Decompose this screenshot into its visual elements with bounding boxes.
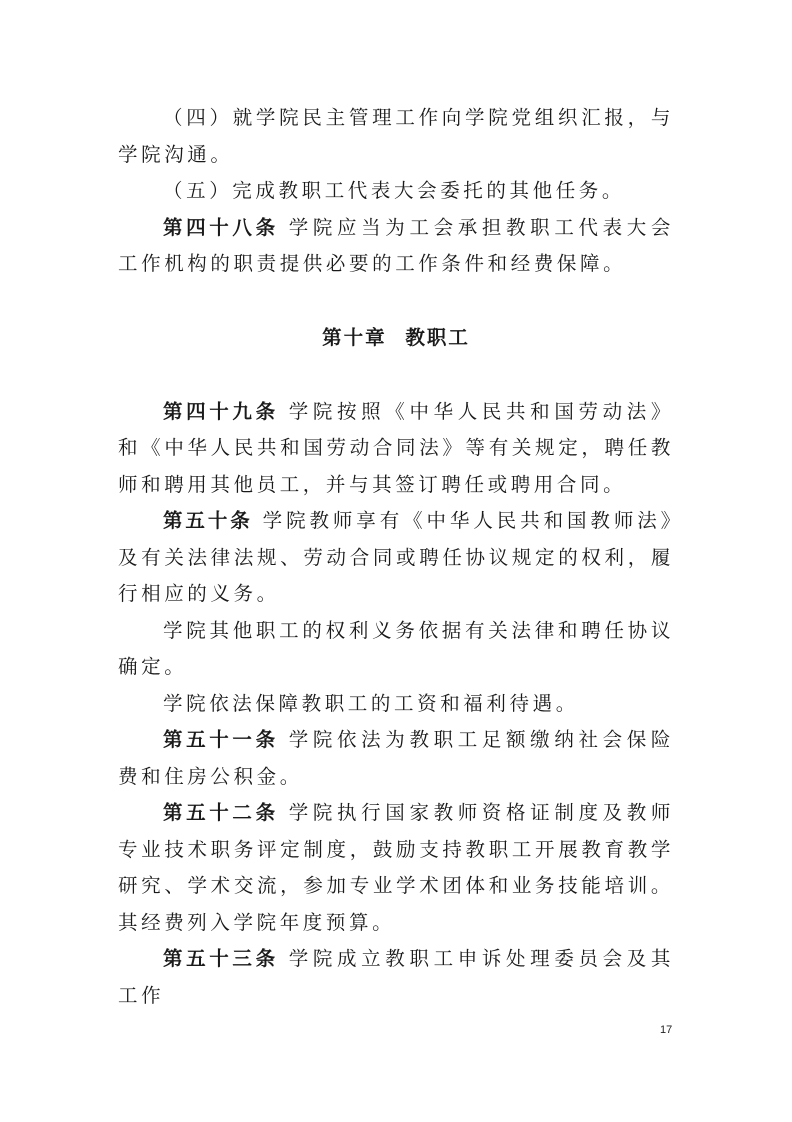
paragraph-text: 学院成立教职工申诉处理委员会及其工作 — [118, 947, 674, 1007]
article-paragraph — [118, 210, 674, 283]
article-paragraph — [118, 722, 674, 795]
paragraph-text: 学院执行国家教师资格证制度及教师专业技术职务评定制度，鼓励支持教职工开展教育教学研究、学术交流，参加专业学术团体和业务技能培训。其经费列入学院年度预算。 — [118, 801, 674, 934]
document-page — [118, 100, 674, 1014]
chapter-title: 第十章 教职工 — [322, 325, 470, 349]
paragraph-text: 学院其他职工的权利义务依据有关法律和聘任协议确定。 — [118, 618, 674, 678]
article-number: 第四十九条 — [163, 399, 279, 423]
article-number: 第五十三条 — [163, 947, 279, 970]
article-number: 第四十八条 — [163, 215, 279, 239]
paragraph — [118, 613, 674, 686]
article-paragraph — [118, 394, 674, 504]
article-paragraph — [118, 795, 674, 941]
paragraph-text: 学院依法保障教职工的工资和福利待遇。 — [163, 691, 579, 715]
article-number: 第五十二条 — [163, 801, 279, 824]
paragraph-text: （五）完成教职工代表大会委托的其他任务。 — [163, 179, 626, 202]
paragraph-text: 学院教师享有《中华人民共和国教师法》及有关法律法规、劳动合同或聘任协议规定的权利，履行相应的义务。 — [118, 509, 674, 605]
article-number: 第五十条 — [163, 509, 253, 532]
paragraph — [118, 686, 674, 723]
paragraph — [118, 100, 674, 173]
paragraph-text: 学院按照《中华人民共和国劳动法》和《中华人民共和国劳动合同法》等有关规定，聘任教师和聘用其他员工，并与其签订聘任或聘用合同。 — [118, 399, 674, 496]
paragraph-text: （四）就学院民主管理工作向学院党组织汇报，与学院沟通。 — [118, 106, 674, 166]
paragraph — [118, 173, 674, 210]
section-before-chapter — [118, 100, 674, 283]
article-number: 第五十一条 — [163, 728, 279, 751]
section-after-chapter — [118, 394, 674, 1015]
paragraph-text: 学院依法为教职工足额缴纳社会保险费和住房公积金。 — [118, 728, 674, 788]
article-paragraph — [118, 503, 674, 613]
paragraph-text: 学院应当为工会承担教职工代表大会工作机构的职责提供必要的工作条件和经费保障。 — [118, 215, 674, 275]
page-number: 17 — [660, 1024, 673, 1036]
article-paragraph — [118, 941, 674, 1014]
